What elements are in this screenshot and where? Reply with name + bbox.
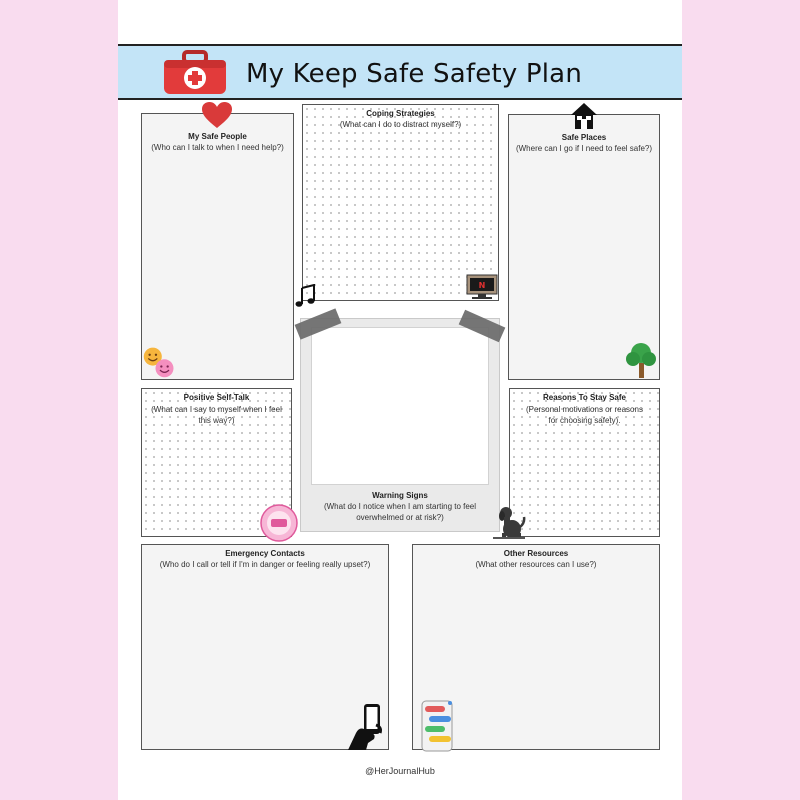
svg-text:N: N — [478, 281, 486, 290]
coping-strategies-title: Coping Strategies — [366, 109, 435, 118]
reasons-box — [509, 388, 660, 537]
music-note-icon — [294, 284, 318, 308]
page-title: My Keep Safe Safety Plan — [246, 59, 582, 89]
safe-places-title: Safe Places — [561, 133, 607, 142]
other-resources-title: Other Resources — [503, 549, 569, 558]
heart-icon — [201, 101, 233, 129]
emergency-contacts-title: Emergency Contacts — [225, 549, 305, 558]
self-talk-title: Positive Self-Talk — [183, 393, 250, 402]
reasons-title: Reasons To Stay Safe — [543, 393, 626, 402]
reasons-subtitle: (Personal motivations or reasons for choosing safety). — [526, 405, 643, 425]
phone-hand-icon — [346, 703, 390, 751]
emergency-contacts-subtitle: (Who do I call or tell if I'm in danger or feeling really upset?) — [159, 560, 371, 569]
chat-icon — [420, 700, 456, 752]
safe-people-title: My Safe People — [188, 132, 247, 141]
positive-vibes-sticker-icon — [259, 503, 299, 543]
warning-signs-frame — [300, 318, 500, 532]
first-aid-kit-icon — [162, 50, 228, 96]
safe-places-subtitle: (Where can I go if I need to feel safe?) — [515, 144, 653, 153]
coping-strategies-box — [302, 104, 499, 301]
tree-icon — [624, 341, 658, 379]
warning-signs-subtitle: (What do I notice when I am starting to feel overwhelmed or at risk?) — [323, 502, 477, 522]
coping-strategies-subtitle: (What can I do to distract myself?) — [339, 120, 462, 129]
other-resources-subtitle: (What other resources can I use?) — [475, 560, 597, 569]
footer-handle: @HerJournalHub — [365, 766, 435, 776]
house-icon — [569, 101, 599, 131]
warning-signs-title: Warning Signs — [372, 491, 428, 500]
smiley-icon — [142, 345, 178, 379]
safe-people-box — [141, 113, 294, 380]
dog-icon — [492, 503, 526, 539]
tv-icon — [466, 274, 498, 300]
self-talk-subtitle: (What can I say to myself when I feel this way?) — [151, 405, 282, 425]
photo-area — [311, 327, 489, 485]
safe-people-subtitle: (Who can I talk to when I need help?) — [151, 143, 284, 152]
